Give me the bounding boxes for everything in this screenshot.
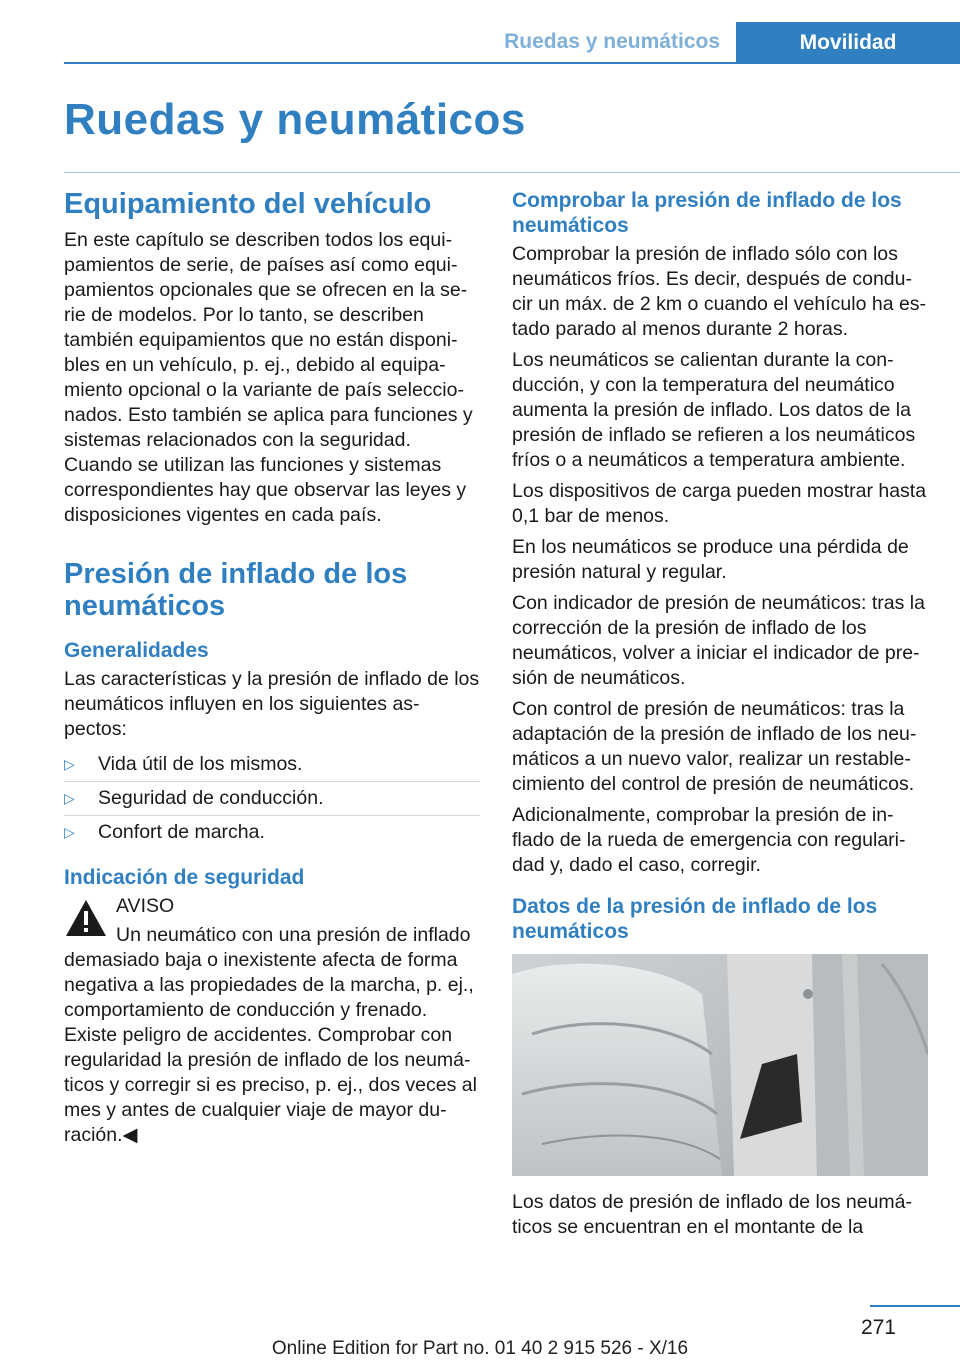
- warning-text: demasiado baja o inexistente afecta de forma negativa a las propiedades de la marcha, p. ej., comportamiento de conducción y frenado. Existe peligro de accidentes. Comprobar con regularidad la presión de inflado de los neumá-ticos y corregir si es preciso, p. ej., dos veces al mes y antes de cualquier viaje de mayor du-ración.◀: [64, 949, 477, 1146]
- general-heading: Generalidades: [64, 639, 209, 662]
- warning-block: [64, 894, 480, 1148]
- title-rule: [64, 172, 960, 173]
- door-pillar-photo: [512, 954, 928, 1176]
- pressure-data-paragraph: Los datos de presión de inflado de los neumá-ticos se encuentran en el montante de la: [512, 1191, 913, 1238]
- equipment-heading: Equipamiento del vehículo: [64, 188, 432, 220]
- triangle-bullet-icon: ▷: [64, 756, 75, 772]
- footer-edition: Online Edition for Part no. 01 40 2 915 526 - X/16: [271, 1338, 689, 1359]
- pressure-data-heading: Datos de la presión de inflado de los neumáticos: [512, 895, 878, 943]
- general-paragraph: Las características y la presión de inflado de los neumáticos influyen en los siguientes as-pectos:: [64, 668, 480, 740]
- aspects-list: [64, 748, 480, 849]
- header-rule: [64, 62, 960, 64]
- header-chapter-tab: Movilidad: [736, 22, 960, 63]
- triangle-bullet-icon: ▷: [64, 790, 75, 806]
- check-paragraph-3: Los dispositivos de carga pueden mostrar hasta 0,1 bar de menos.: [512, 480, 927, 527]
- check-paragraph-6: Con control de presión de neumáticos: tras la adaptación de la presión de inflado de los neu-máticos a un nuevo valor, realizar un restable-cimiento del control de presión de neumáticos.: [512, 698, 917, 795]
- footer-rule: [870, 1305, 960, 1307]
- left-column: [64, 180, 480, 1148]
- pressure-heading: Presión de inflado de los neumáticos: [64, 558, 408, 622]
- check-paragraph-1: Comprobar la presión de inflado sólo con los neumáticos fríos. Es decir, después de condu-cir un máx. de 2 km o cuando el vehículo ha es-tado parado al menos durante 2 horas.: [512, 243, 927, 340]
- warning-triangle-icon: [64, 898, 108, 938]
- warning-label: AVISO: [116, 895, 175, 917]
- page-number: 271: [860, 1316, 896, 1339]
- warning-text-first-line: Un neumático con una presión de inflado: [116, 924, 471, 946]
- check-paragraph-7: Adicionalmente, comprobar la presión de in-flado de la rueda de emergencia con regulari-dad y, dado el caso, corregir.: [512, 804, 906, 876]
- list-item: ▷ Confort de marcha.: [64, 821, 265, 843]
- equipment-paragraph-1: En este capítulo se describen todos los equi-pamientos de serie, de países así como equi-pamientos opcionales que se ofrecen en la se-rie de modelos. Por lo tanto, se describen también equipamientos que no están disponi-bles en un vehículo, p. ej., debido al equipa-miento opcional o la variante de país seleccio-nados. Esto también se aplica para funciones y sistemas relacionados con la seguridad.: [64, 229, 473, 451]
- check-paragraph-2: Los neumáticos se calientan durante la con-ducción, y con la temperatura del neumático aumenta la presión de inflado. Los datos de la presión de inflado se refieren a los neumáticos fríos o a neumáticos a temperatura ambiente.: [512, 349, 916, 471]
- right-column: [512, 180, 928, 1246]
- check-pressure-heading: Comprobar la presión de inflado de los neumáticos: [512, 189, 902, 237]
- triangle-bullet-icon: ▷: [64, 824, 75, 840]
- check-paragraph-5: Con indicador de presión de neumáticos: tras la corrección de la presión de inflado de los neumáticos, volver a iniciar el indicador de pre-sión de neumáticos.: [512, 592, 925, 689]
- list-item: ▷ Seguridad de conducción.: [64, 782, 480, 816]
- header-section-title: Ruedas y neumáticos: [504, 30, 720, 53]
- safety-heading: Indicación de seguridad: [64, 866, 305, 889]
- check-paragraph-4: En los neumáticos se produce una pérdida de presión natural y regular.: [512, 536, 909, 583]
- equipment-paragraph-2: Cuando se utilizan las funciones y sistemas correspondientes hay que observar las leyes y disposiciones vigentes en cada país.: [64, 454, 467, 526]
- page-title: Ruedas y neumáticos: [64, 95, 526, 144]
- list-item: ▷ Vida útil de los mismos.: [64, 748, 480, 782]
